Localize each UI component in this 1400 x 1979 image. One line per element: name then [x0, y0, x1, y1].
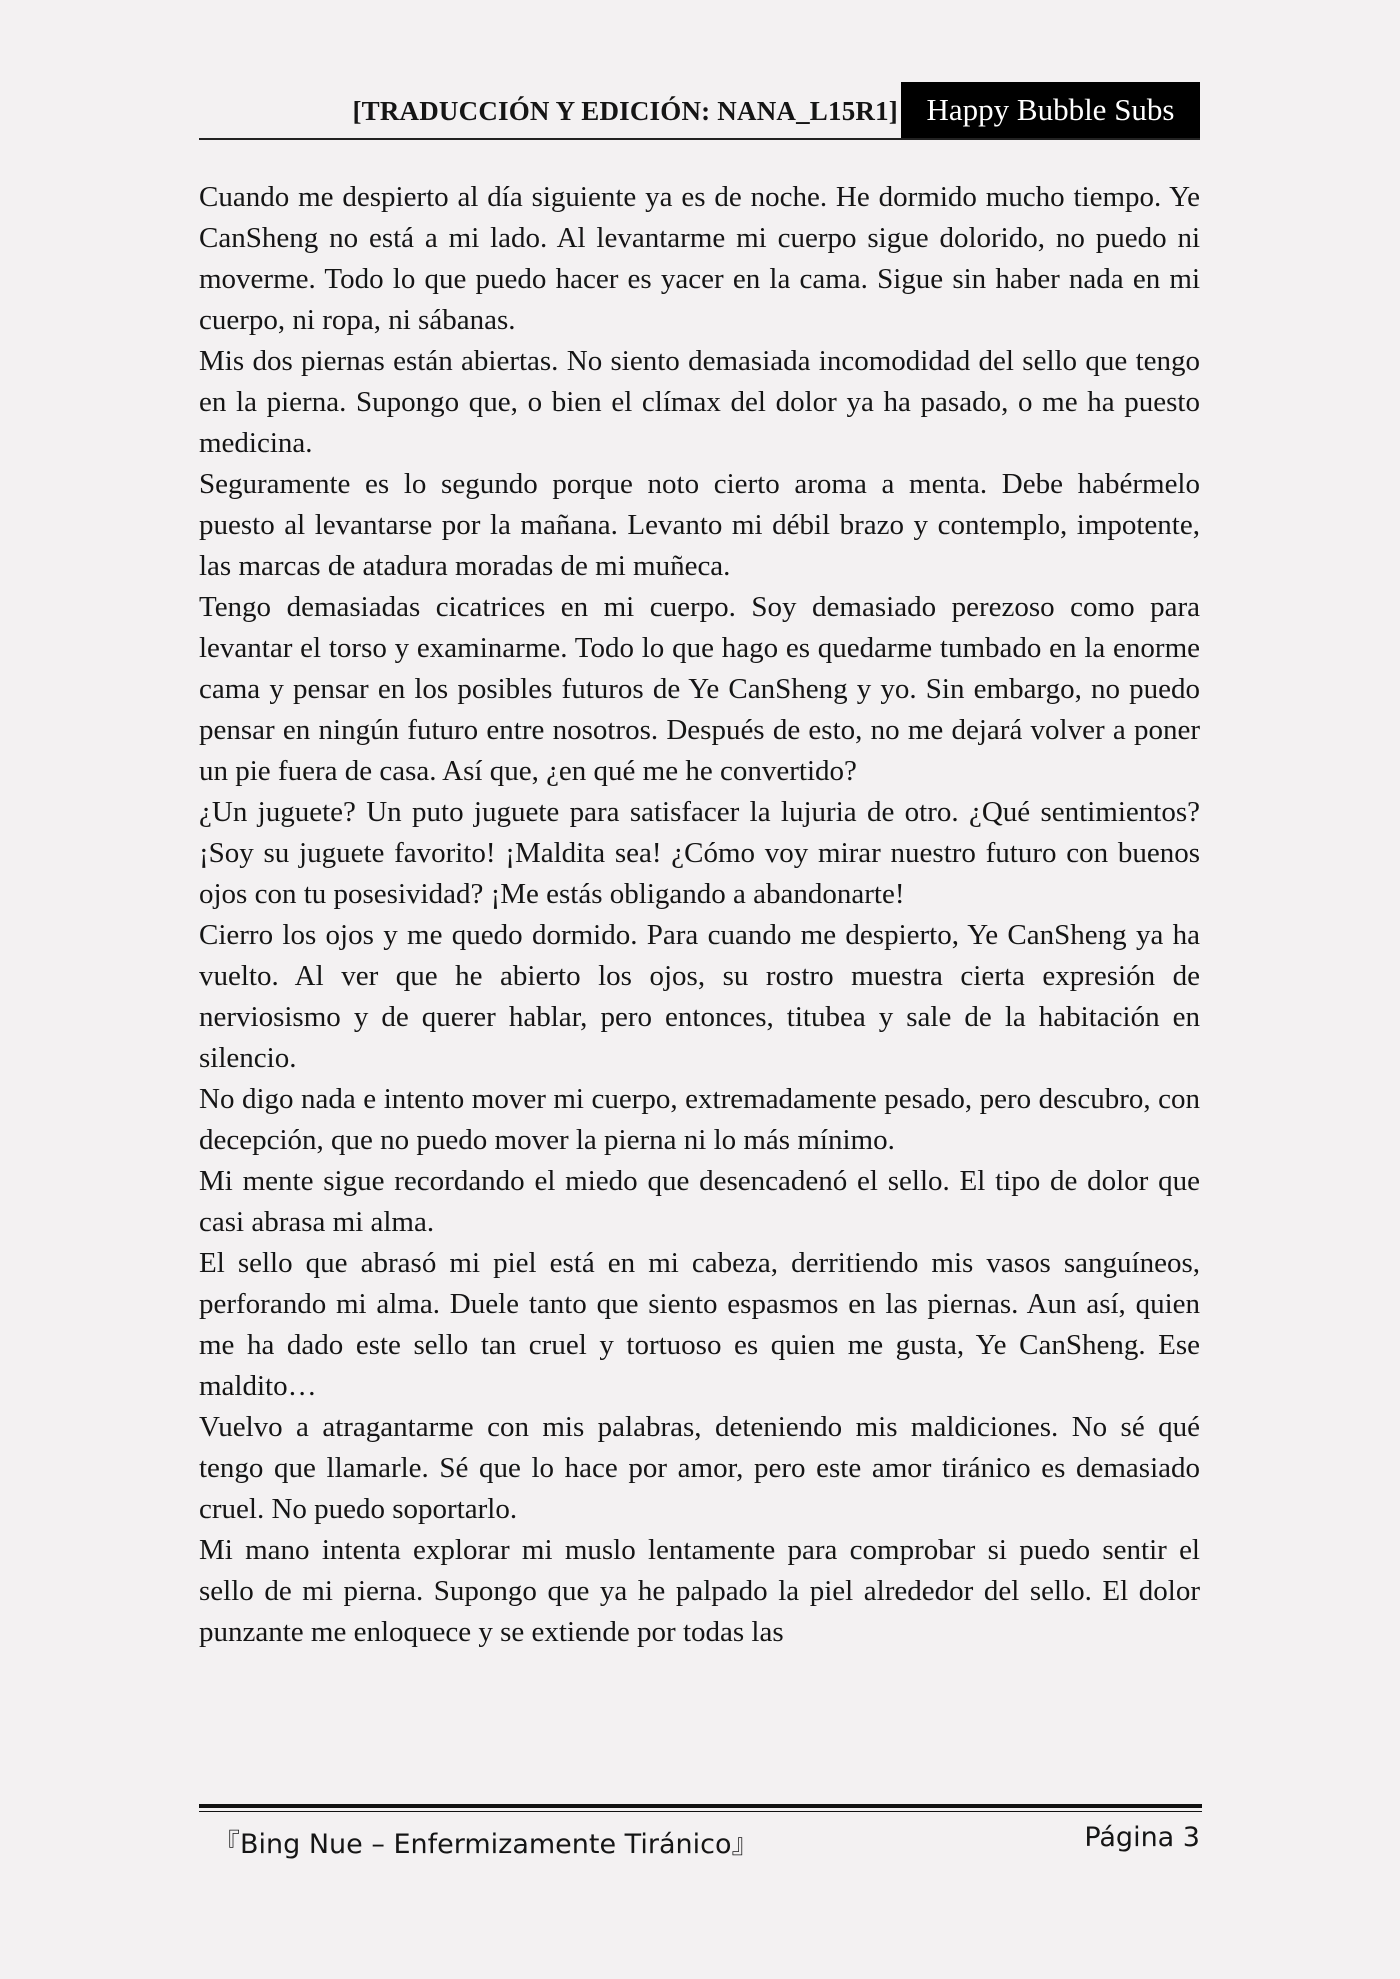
- body-text: [199, 177, 1200, 1732]
- footer-book-title: 『Bing Nue – Enfermizamente Tiránico』: [213, 1829, 759, 1860]
- page-header: [199, 82, 1200, 140]
- paragraph-8: Mi mente sigue recordando el miedo que desencadenó el sello. El tipo de dolor que casi abrasa mi alma.: [199, 1165, 1200, 1238]
- page-footer: [199, 1804, 1202, 1874]
- footer-rule-thin: [199, 1811, 1202, 1812]
- header-credit: [TRADUCCIÓN Y EDICIÓN: NANA_L15R1]: [352, 96, 898, 126]
- paragraph-6: Cierro los ojos y me quedo dormido. Para cuando me despierto, Ye CanSheng ya ha vuelto. Al ver que he abierto los ojos, su rostro muestra cierta expresión de nerviosismo y de querer hablar, pero entonces, titubea y sale de la habitación en silencio.: [199, 919, 1200, 1074]
- paragraph-10: Vuelvo a atragantarme con mis palabras, deteniendo mis maldiciones. No sé qué tengo que llamarle. Sé que lo hace por amor, pero este amor tiránico es demasiado cruel. No puedo soportarlo.: [199, 1411, 1200, 1525]
- paragraph-11: Mi mano intenta explorar mi muslo lentamente para comprobar si puedo sentir el sello de mi pierna. Supongo que ya he palpado la piel alrededor del sello. El dolor punzante me enloquece y se extiende por todas las: [199, 1534, 1200, 1648]
- paragraph-4: Tengo demasiadas cicatrices en mi cuerpo. Soy demasiado perezoso como para levantar el torso y examinarme. Todo lo que hago es quedarme tumbado en la enorme cama y pensar en los posibles futuros de Ye CanSheng y yo. Sin embargo, no puedo pensar en ningún futuro entre nosotros. Después de esto, no me dejará volver a poner un pie fuera de casa. Así que, ¿en qué me he convertido?: [199, 591, 1200, 787]
- footer-page-number: Página 3: [1084, 1822, 1200, 1853]
- paragraph-1: Cuando me despierto al día siguiente ya es de noche. He dormido mucho tiempo. Ye CanSheng no está a mi lado. Al levantarme mi cuerpo sigue dolorido, no puedo ni moverme. Todo lo que puedo hacer es yacer en la cama. Sigue sin haber nada en mi cuerpo, ni ropa, ni sábanas.: [199, 181, 1200, 336]
- paragraph-7: No digo nada e intento mover mi cuerpo, extremadamente pesado, pero descubro, con decepción, que no puedo mover la pierna ni lo más mínimo.: [199, 1083, 1200, 1156]
- header-brand-badge: Happy Bubble Subs: [901, 82, 1200, 138]
- paragraph-3: Seguramente es lo segundo porque noto cierto aroma a menta. Debe habérmelo puesto al levantarse por la mañana. Levanto mi débil brazo y contemplo, impotente, las marcas de atadura moradas de mi muñeca.: [199, 468, 1200, 582]
- paragraph-5: ¿Un juguete? Un puto juguete para satisfacer la lujuria de otro. ¿Qué sentimientos? ¡Soy su juguete favorito! ¡Maldita sea! ¿Cómo voy mirar nuestro futuro con buenos ojos con tu posesividad? ¡Me estás obligando a abandonarte!: [199, 796, 1200, 910]
- footer-rule-thick: [199, 1804, 1202, 1808]
- paragraph-9: El sello que abrasó mi piel está en mi cabeza, derritiendo mis vasos sanguíneos, perforando mi alma. Duele tanto que siento espasmos en las piernas. Aun así, quien me ha dado este sello tan cruel y tortuoso es quien me gusta, Ye CanSheng. Ese maldito…: [199, 1247, 1200, 1402]
- paragraph-2: Mis dos piernas están abiertas. No siento demasiada incomodidad del sello que tengo en la pierna. Supongo que, o bien el clímax del dolor ya ha pasado, o me ha puesto medicina.: [199, 345, 1200, 459]
